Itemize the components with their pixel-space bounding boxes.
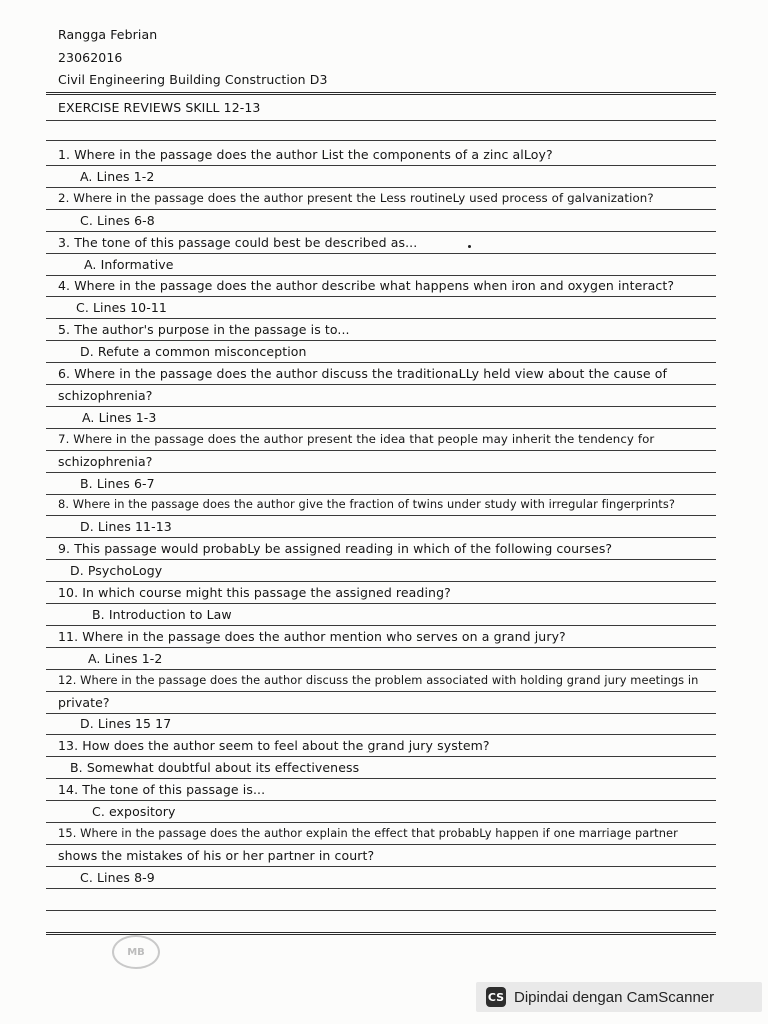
answer-line: A. Lines 1-3 xyxy=(82,409,157,425)
question-continuation: schizophrenia? xyxy=(58,387,153,403)
question-line: 12. Where in the passage does the author discuss the problem associated with holding grand jury meetings in xyxy=(58,672,699,687)
answer-line: D. Refute a common misconception xyxy=(80,344,307,360)
ruled-line xyxy=(46,647,716,648)
ruled-line xyxy=(46,756,716,757)
question-line: 6. Where in the passage does the author discuss the traditionaLLy held view about the cause of xyxy=(58,366,667,381)
ruled-line xyxy=(46,275,716,276)
ruled-line xyxy=(46,910,716,911)
answer-line: D. PsychoLogy xyxy=(70,563,163,579)
header-rule xyxy=(46,92,716,95)
student-id: 23062016 xyxy=(58,50,123,65)
ruled-line xyxy=(46,384,716,385)
question-line: 5. The author's purpose in the passage is to... xyxy=(58,322,350,338)
answer-line: B. Lines 6-7 xyxy=(80,475,155,491)
ruled-line xyxy=(46,844,716,845)
ruled-line xyxy=(46,253,716,254)
answer-line: C. expository xyxy=(92,804,176,819)
ruled-line xyxy=(46,691,716,692)
ruled-line xyxy=(46,822,716,823)
ruled-line xyxy=(46,537,716,538)
answer-line: C. Lines 6-8 xyxy=(80,212,155,228)
student-name: Rangga Febrian xyxy=(58,27,158,42)
answer-line: A. Informative xyxy=(84,256,174,272)
question-continuation: schizophrenia? xyxy=(58,453,153,469)
ruled-line xyxy=(46,362,716,363)
ruled-line xyxy=(46,559,716,560)
question-line: 13. How does the author seem to feel about the grand jury system? xyxy=(58,738,490,754)
camscanner-badge xyxy=(476,982,762,1012)
watermark-logo: MB xyxy=(112,935,160,969)
question-line: 2. Where in the passage does the author present the Less routineLy used process of galvanization? xyxy=(58,190,654,205)
question-line: 15. Where in the passage does the author explain the effect that probabLy happen if one marriage partner xyxy=(58,825,678,840)
ruled-line xyxy=(46,406,716,407)
ruled-line xyxy=(46,187,716,188)
exercise-title: EXERCISE REVIEWS SKILL 12-13 xyxy=(58,100,261,115)
ruled-line xyxy=(46,713,716,714)
ruled-line xyxy=(46,450,716,451)
answer-line: B. Introduction to Law xyxy=(92,606,232,622)
question-line: 10. In which course might this passage the assigned reading? xyxy=(58,585,451,600)
camscanner-icon: CS xyxy=(486,987,506,1007)
question-line: 7. Where in the passage does the author present the idea that people may inherit the tendency for xyxy=(58,431,655,446)
answer-line: B. Somewhat doubtful about its effectiveness xyxy=(70,760,360,776)
question-line: 11. Where in the passage does the author mention who serves on a grand jury? xyxy=(58,628,566,644)
ruled-line xyxy=(46,800,716,801)
ruled-line xyxy=(46,603,716,604)
ruled-line xyxy=(46,209,716,210)
ruled-line xyxy=(46,472,716,473)
ruled-line xyxy=(46,428,716,429)
study-program: Civil Engineering Building Construction D3 xyxy=(58,72,328,87)
question-continuation: private? xyxy=(58,694,110,710)
ruled-line xyxy=(46,165,716,166)
ruled-line xyxy=(46,231,716,232)
ruled-line xyxy=(46,515,716,516)
question-line: 8. Where in the passage does the author give the fraction of twins under study with irregular fingerprints? xyxy=(58,497,676,512)
answer-line: A. Lines 1-2 xyxy=(88,650,163,666)
ruled-line xyxy=(46,340,716,341)
answer-line: D. Lines 11-13 xyxy=(80,519,172,535)
question-line: 14. The tone of this passage is... xyxy=(58,782,266,798)
ruled-line xyxy=(46,734,716,735)
ruled-line xyxy=(46,120,716,121)
ruled-line xyxy=(46,866,716,867)
answer-line: C. Lines 10-11 xyxy=(76,300,167,316)
question-line: 1. Where in the passage does the author List the components of a zinc alLoy? xyxy=(58,147,553,162)
ruled-line xyxy=(46,494,716,495)
answer-line: D. Lines 15 17 xyxy=(80,716,172,732)
question-line: 4. Where in the passage does the author describe what happens when iron and oxygen interact? xyxy=(58,278,675,294)
ink-dot xyxy=(468,245,471,248)
ruled-line xyxy=(46,932,716,935)
question-continuation: shows the mistakes of his or her partner in court? xyxy=(58,847,375,863)
question-line: 9. This passage would probabLy be assigned reading in which of the following courses? xyxy=(58,541,613,557)
ruled-line xyxy=(46,318,716,319)
ruled-line xyxy=(46,625,716,626)
ruled-line xyxy=(46,581,716,582)
answer-line: A. Lines 1-2 xyxy=(80,168,155,184)
ruled-line xyxy=(46,140,716,141)
ruled-line xyxy=(46,888,716,889)
ruled-line xyxy=(46,669,716,670)
camscanner-label: Dipindai dengan CamScanner xyxy=(514,988,715,1006)
question-line: 3. The tone of this passage could best be described as... xyxy=(58,234,418,250)
ruled-line xyxy=(46,296,716,297)
answer-line: C. Lines 8-9 xyxy=(80,869,155,885)
ruled-line xyxy=(46,778,716,779)
